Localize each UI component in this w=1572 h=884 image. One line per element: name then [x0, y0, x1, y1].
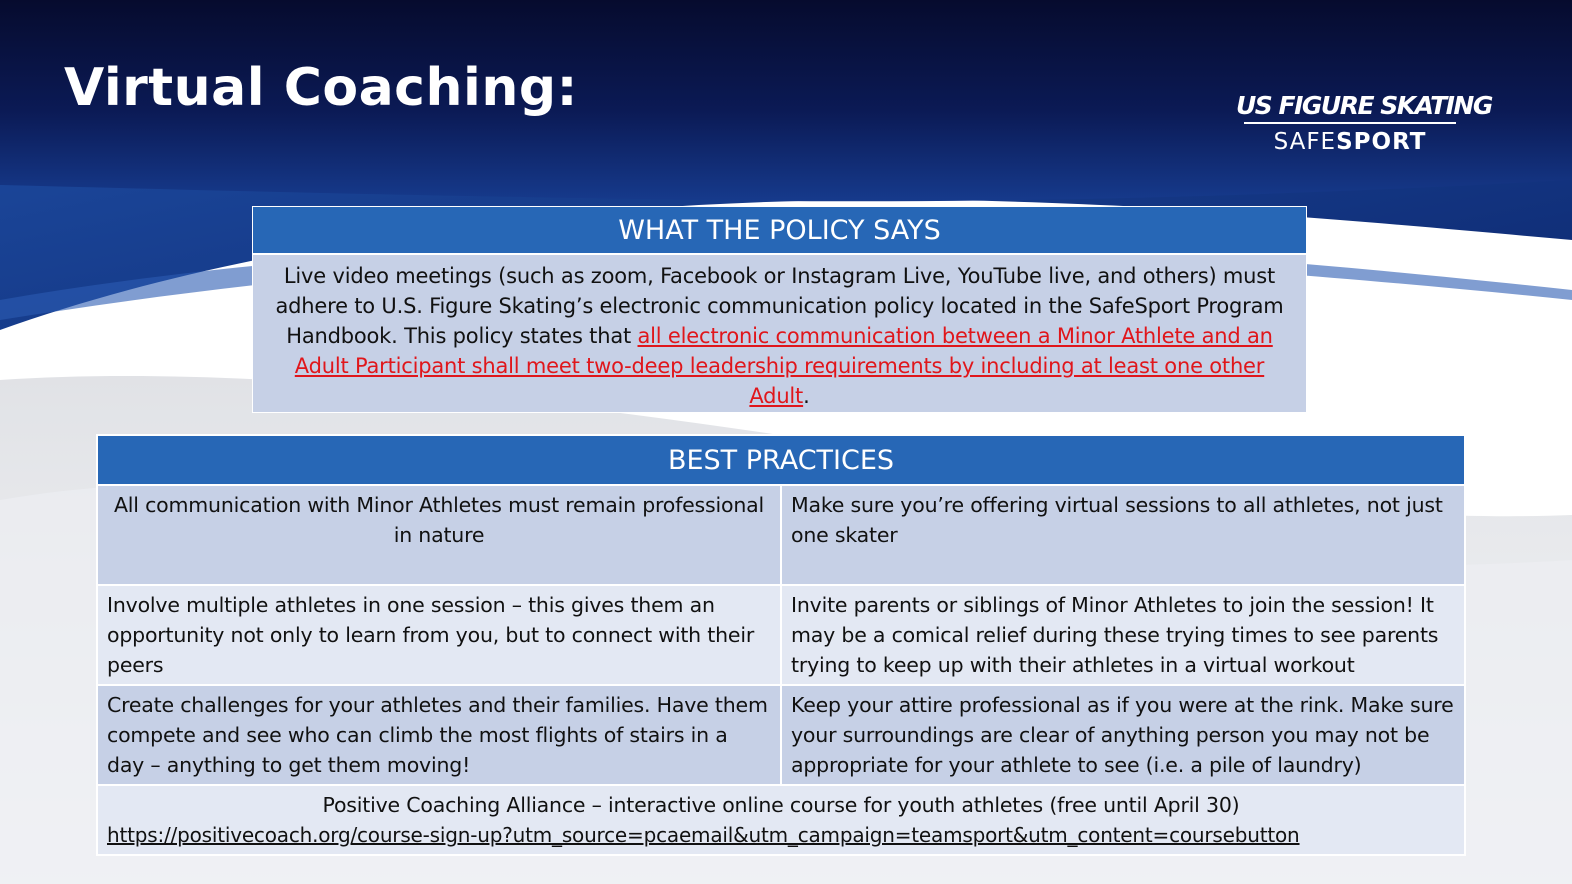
- resource-cell: [97, 785, 1465, 855]
- best-practices-table: [96, 434, 1466, 856]
- policy-text: [253, 255, 1306, 411]
- slide-title: Virtual Coaching:: [64, 58, 578, 118]
- policy-link[interactable]: all electronic communication between a Minor Athlete and an Adult Participant shall meet two-deep leadership requirements by including at least one other Adult: [294, 324, 1273, 408]
- policy-heading: WHAT THE POLICY SAYS: [253, 207, 1306, 255]
- policy-text-intro: Live video meetings (such as zoom, Facebook or Instagram Live, YouTube live, and others) must adhere to U.S. Figure Skating’s electronic communication policy located in the SafeSport Program Handbook. This policy states that: [275, 264, 1284, 348]
- best-practices-heading: BEST PRACTICES: [97, 435, 1465, 485]
- logo-safesport: [1232, 129, 1468, 155]
- logo-org-name: US FIGURE SKATING: [1236, 90, 1492, 120]
- resource-link[interactable]: https://positivecoach.org/course-sign-up?utm_source=pcaemail&utm_campaign=teamsport&utm_content=coursebutton: [107, 823, 1300, 847]
- resource-description: Positive Coaching Alliance – interactive online course for youth athletes (free until April 30): [322, 793, 1240, 817]
- practice-cell: Keep your attire professional as if you were at the rink. Make sure your surroundings are clear of anything person you may not be appropriate for your athlete to see (i.e. a pile of laundry): [781, 685, 1465, 785]
- us-figure-skating-safesport-logo: [1232, 88, 1492, 160]
- practice-cell: Make sure you’re offering virtual sessions to all athletes, not just one skater: [781, 485, 1465, 585]
- practice-cell: Involve multiple athletes in one session – this gives them an opportunity not only to learn from you, but to connect with their peers: [97, 585, 781, 685]
- practice-cell: Create challenges for your athletes and their families. Have them compete and see who can climb the most flights of stairs in a day – anything to get them moving!: [97, 685, 781, 785]
- practice-cell: Invite parents or siblings of Minor Athletes to join the session! It may be a comical relief during these trying times to see parents trying to keep up with their athletes in a virtual workout: [781, 585, 1465, 685]
- logo-divider: [1244, 122, 1456, 124]
- table-row: [97, 485, 1465, 585]
- policy-box: [252, 206, 1307, 413]
- policy-text-end: .: [803, 384, 810, 408]
- logo-safe-text: SAFE: [1273, 129, 1337, 155]
- table-row: [97, 685, 1465, 785]
- table-row: [97, 585, 1465, 685]
- table-row: [97, 785, 1465, 855]
- logo-sport-text: SPORT: [1336, 129, 1427, 155]
- practice-cell: All communication with Minor Athletes must remain professional in nature: [97, 485, 781, 585]
